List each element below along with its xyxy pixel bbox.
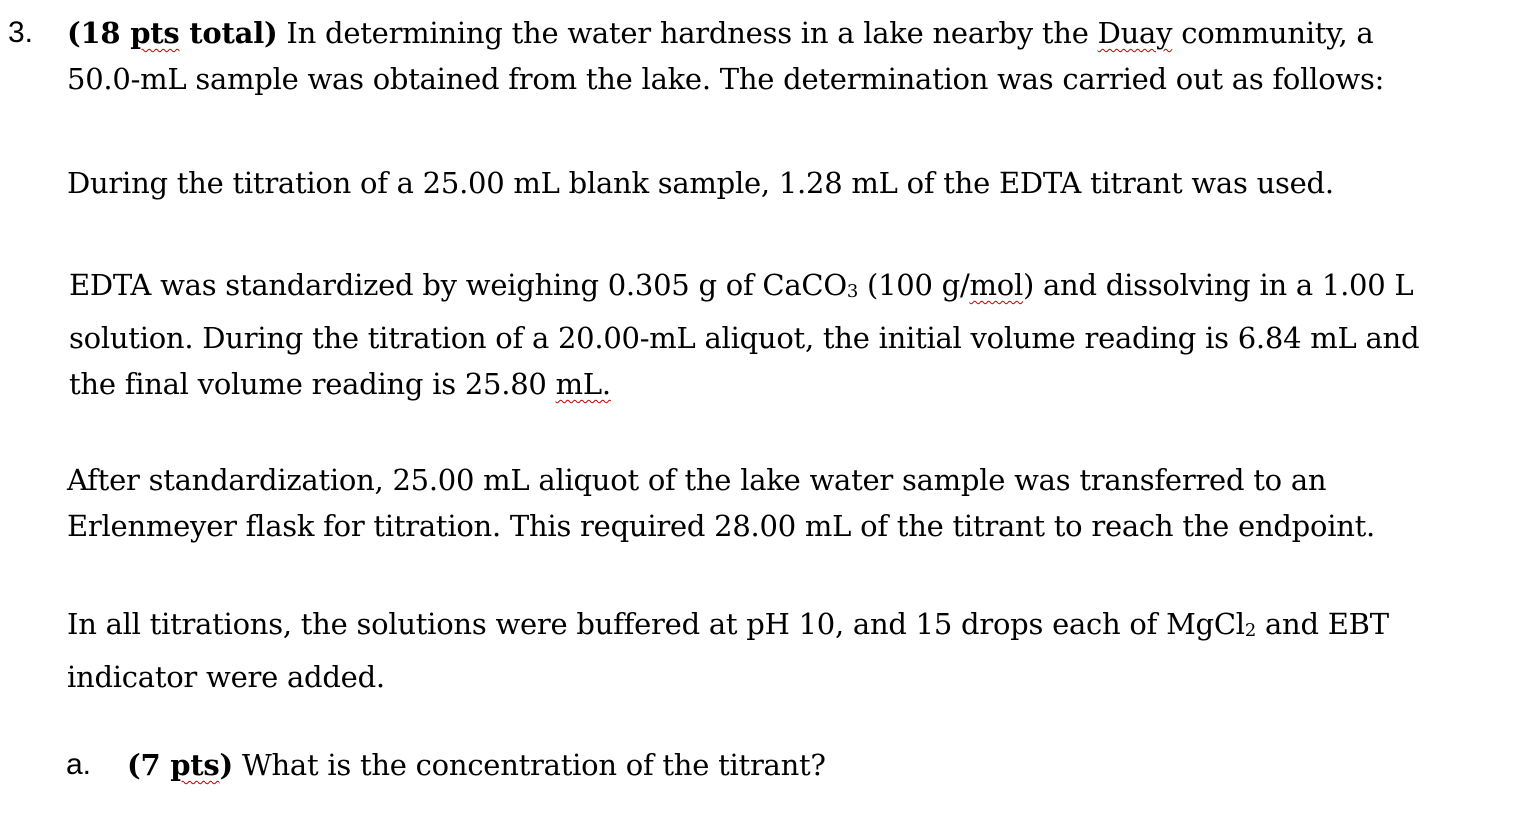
spellcheck-pts: pts (130, 16, 180, 50)
conditions-paragraph (67, 601, 1517, 700)
std-line-1: EDTA was standardized by weighing 0.305 g of CaCO3 (100 g/mol) and dissolving in a 1.00 L (69, 268, 1414, 303)
spellcheck-pts-a: pts (170, 748, 220, 782)
intro-line-1: (18 pts total) In determining the water hardness in a lake nearby the Duay community, a (67, 16, 1374, 50)
blank-titration-paragraph (67, 160, 1517, 206)
intro-line-2: 50.0-mL sample was obtained from the lake. The determination was carried out as follows: (67, 62, 1385, 96)
question-intro (67, 10, 1517, 102)
subscript-2: 2 (1244, 620, 1257, 642)
sample-titration-paragraph (67, 457, 1517, 549)
subscript-3: 3 (846, 281, 859, 303)
blank-line-1: During the titration of a 25.00 mL blank sample, 1.28 mL of the EDTA titrant was used. (67, 166, 1334, 200)
std-line-3: the final volume reading is 25.80 mL. (69, 367, 611, 402)
sample-line-1: After standardization, 25.00 mL aliquot of the lake water sample was transferred to an (67, 463, 1327, 497)
standardization-paragraph (69, 262, 1519, 407)
subquestion-a-text: (7 pts) What is the concentration of the titrant? (127, 748, 826, 782)
spellcheck-ml: mL. (555, 367, 611, 402)
points-total-label: (18 pts total) (67, 16, 278, 50)
subquestion-a-points: (7 pts) (127, 748, 233, 782)
std-line-2: solution. During the titration of a 20.00-mL aliquot, the initial volume reading is 6.84 mL and (69, 321, 1420, 356)
spellcheck-community-name: Duay (1097, 16, 1173, 50)
conditions-line-2: indicator were added. (67, 660, 385, 695)
sample-line-2: Erlenmeyer flask for titration. This required 28.00 mL of the titrant to reach the endpoint. (67, 509, 1376, 543)
spellcheck-mol: mol (969, 268, 1023, 302)
subquestion-a-label: a. (66, 748, 92, 781)
question-number: 3. (8, 16, 34, 49)
conditions-line-1: In all titrations, the solutions were buffered at pH 10, and 15 drops each of MgCl2 and EBT (67, 607, 1389, 642)
